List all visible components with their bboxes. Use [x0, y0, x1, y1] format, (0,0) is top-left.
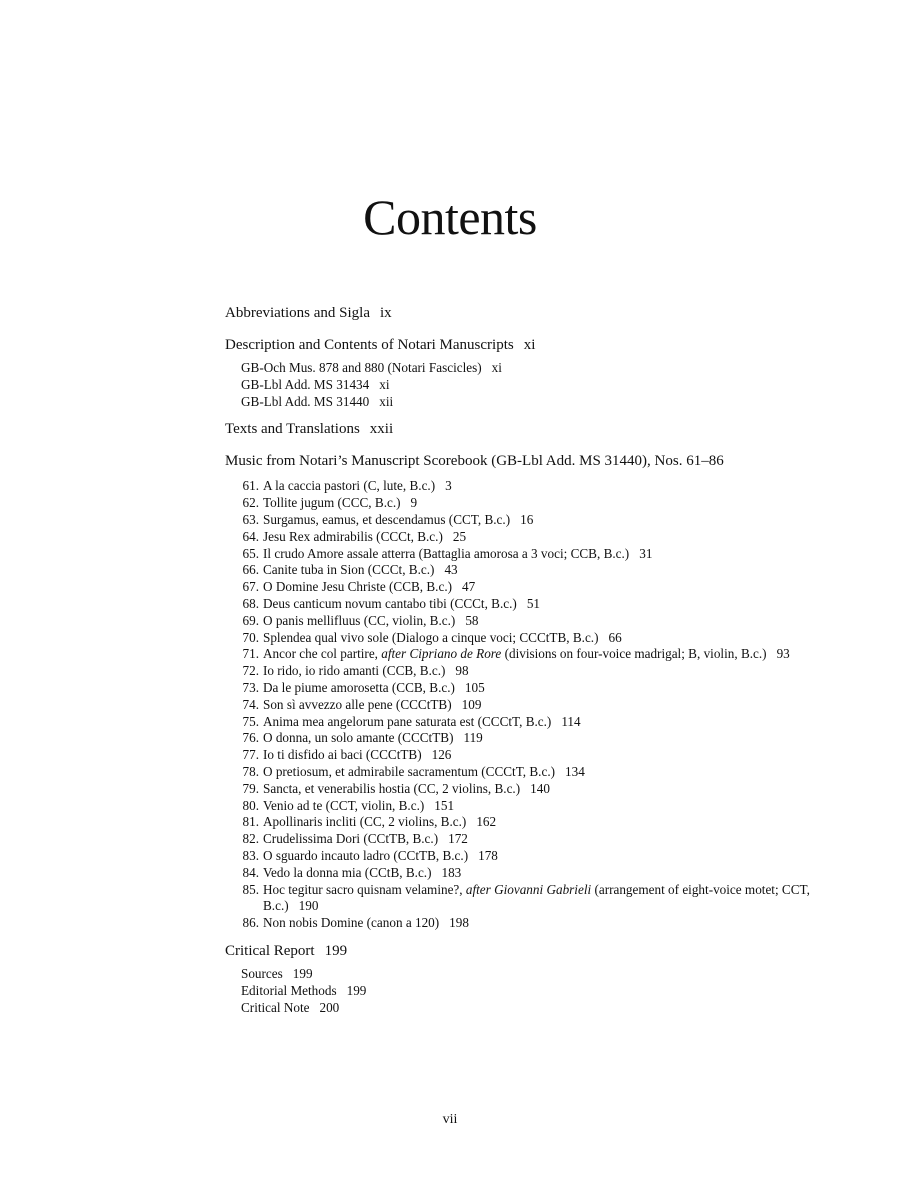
toc-entry-heading [225, 416, 825, 442]
music-item-title: Non nobis Domine (canon a 120) [263, 915, 440, 931]
music-item-page: 9 [410, 495, 418, 511]
toc-subentry-page: 200 [319, 999, 340, 1015]
music-item-title: Splendea qual vivo sole (Dialogo a cinque voci; CCCtTB, B.c.) [263, 629, 599, 645]
music-item[interactable] [225, 814, 825, 831]
music-item-number: 85. [242, 881, 259, 897]
music-item-page: 66 [608, 629, 622, 645]
music-item-title: O pretiosum, et admirabile sacramentum (CCCtT, B.c.) [263, 763, 556, 779]
toc-subentry-title: GB-Och Mus. 878 and 880 (Notari Fascicles) [241, 360, 482, 375]
toc-subentry[interactable] [241, 983, 825, 1000]
music-item-title: Io rido, io rido amanti (CCB, B.c.) [263, 663, 446, 679]
music-item-attribution: after Cipriano de Rore [381, 646, 502, 662]
page-number: vii [442, 1112, 458, 1127]
toc-entry-music [225, 448, 825, 932]
music-item[interactable] [225, 596, 825, 613]
music-item-page: 93 [776, 646, 790, 662]
music-item[interactable] [225, 848, 825, 865]
music-item-number: 76. [242, 730, 259, 746]
music-item-number: 81. [242, 814, 259, 830]
music-item-page: 140 [530, 780, 550, 796]
music-item-page: 31 [639, 545, 653, 561]
music-item[interactable] [225, 714, 825, 731]
toc-subentry[interactable] [241, 394, 825, 411]
music-item-title: Canite tuba in Sion (CCCt, B.c.) [263, 562, 435, 578]
music-item-title: O donna, un solo amante (CCCtTB) [263, 730, 454, 746]
toc-subentry-page: 199 [346, 982, 367, 998]
page-title: Contents [363, 189, 537, 245]
music-item[interactable] [225, 831, 825, 848]
toc-subentry-title: Sources [241, 965, 283, 981]
music-item[interactable] [225, 865, 825, 882]
music-item-title: Anima mea angelorum pane saturata est (CCCtT, B.c.) [263, 713, 552, 729]
critical-report-list [241, 966, 825, 1016]
toc-subentry[interactable] [241, 1000, 825, 1017]
music-item-page: 183 [441, 864, 462, 880]
music-item[interactable] [225, 915, 825, 932]
music-item-title: Hoc tegitur sacro quisnam velamine?, [263, 881, 466, 897]
music-item-title: O Domine Jesu Christe (CCB, B.c.) [263, 579, 453, 595]
music-item-page: 172 [448, 831, 468, 847]
music-item-title: Vedo la donna mia (CCtB, B.c.) [263, 864, 432, 880]
toc-subentry[interactable] [241, 360, 825, 377]
toc-subentry-page: xii [379, 393, 394, 409]
music-item-number: 69. [242, 612, 259, 628]
music-item-page: 98 [455, 663, 469, 679]
music-item-page: 151 [434, 797, 455, 813]
toc-subentry-title: Critical Note [241, 999, 310, 1015]
toc-entry-texts[interactable] [225, 416, 825, 442]
music-item-description: (divisions on four-voice madrigal; B, violin, B.c.) [501, 646, 767, 662]
music-item-page: 51 [526, 595, 541, 611]
music-item-title: Venio ad te (CCT, violin, B.c.) [263, 797, 425, 813]
music-item-number: 70. [242, 629, 259, 645]
music-item-number: 80. [242, 797, 259, 813]
music-item-title: Tollite jugum (CCC, B.c.) [263, 495, 401, 511]
music-item-attribution: after Giovanni Gabrieli [465, 881, 592, 897]
music-item-page: 109 [461, 696, 482, 712]
music-item[interactable] [225, 680, 825, 697]
music-item-title: Ancor che col partire, [263, 646, 382, 662]
toc-entry-heading [225, 938, 825, 964]
music-item[interactable] [225, 512, 825, 529]
toc-entry-title: Description and Contents of Notari Manuscripts [225, 337, 514, 353]
music-item[interactable] [225, 882, 825, 916]
toc-subentry[interactable] [241, 966, 825, 983]
music-item-number: 77. [242, 747, 259, 763]
music-list [225, 478, 825, 932]
music-item-page: 119 [463, 730, 483, 746]
toc-entry-title: Texts and Translations [225, 421, 360, 438]
music-item[interactable] [225, 764, 825, 781]
music-item-page: 134 [565, 763, 585, 779]
music-item-page: 58 [465, 612, 479, 628]
music-item[interactable] [225, 478, 825, 495]
music-item[interactable] [225, 613, 825, 630]
music-item-number: 67. [242, 579, 259, 595]
music-item-number: 72. [242, 663, 259, 679]
music-item-page: 198 [449, 915, 469, 931]
music-item-page: 43 [444, 562, 458, 578]
music-item-title: Sancta, et venerabilis hostia (CC, 2 violins, B.c.) [263, 780, 521, 796]
toc-entry-title: Abbreviations and Sigla [225, 305, 370, 321]
music-item-number: 68. [242, 595, 259, 611]
music-item-number: 63. [242, 511, 259, 527]
toc-subentry[interactable] [241, 377, 825, 394]
music-item-number: 61. [242, 478, 259, 494]
music-item-number: 64. [242, 528, 259, 544]
music-item-title: Apollinaris incliti (CC, 2 violins, B.c.) [263, 814, 467, 830]
music-item-title: Crudelissima Dori (CCtTB, B.c.) [263, 831, 439, 847]
toc-entry-page: ix [379, 305, 392, 321]
toc-entry-title: Critical Report [225, 942, 315, 959]
music-section-heading[interactable]: Music from Notari’s Manuscript Scorebook (GB-Lbl Add. MS 31440), Nos. 61–86 [225, 453, 724, 470]
music-item[interactable] [225, 646, 825, 663]
toc-subentry-title: GB-Lbl Add. MS 31434 [241, 376, 370, 392]
music-item-page: 114 [561, 713, 581, 729]
music-item-page: 190 [298, 898, 319, 914]
music-item-number: 75. [242, 713, 259, 729]
music-item-number: 78. [242, 763, 259, 779]
toc-entry-heading [225, 300, 825, 326]
music-item-number: 86. [242, 915, 259, 931]
music-item-number: 66. [242, 562, 259, 578]
music-item-title: Io ti disfido ai baci (CCCtTB) [263, 747, 422, 763]
music-item-page: 16 [520, 511, 534, 527]
music-item-number: 83. [242, 847, 259, 863]
toc-subentry-page: xi [379, 376, 390, 392]
music-item-page: 126 [431, 747, 452, 763]
music-item-page: 47 [462, 579, 476, 595]
music-item[interactable] [225, 697, 825, 714]
toc-entry-manuscripts[interactable] [225, 332, 825, 410]
table-of-contents [225, 300, 825, 1022]
music-item[interactable] [225, 630, 825, 647]
music-item[interactable] [225, 747, 825, 764]
music-item[interactable] [225, 798, 825, 815]
music-item-page: 25 [452, 528, 467, 544]
music-item[interactable] [225, 562, 825, 579]
music-item-page: 105 [464, 679, 485, 695]
music-item[interactable] [225, 495, 825, 512]
music-item[interactable] [225, 663, 825, 680]
toc-subentry-title: GB-Lbl Add. MS 31440 [241, 393, 370, 409]
music-item-page: 178 [478, 847, 498, 863]
music-item-title: Il crudo Amore assale atterra (Battaglia amorosa a 3 voci; CCB, B.c.) [263, 545, 630, 561]
music-item-title: Jesu Rex admirabilis (CCCt, B.c.) [263, 528, 443, 544]
toc-subentry-page: xi [491, 360, 502, 375]
music-item-number: 73. [242, 679, 259, 695]
toc-subentry-page: 199 [292, 965, 313, 981]
music-item-number: 74. [242, 696, 259, 712]
music-item[interactable] [225, 781, 825, 798]
music-item-description: (arrangement of eight-voice motet; CCT, B.c.) [263, 881, 810, 914]
music-item-number: 82. [242, 831, 259, 847]
music-item-title: Deus canticum novum cantabo tibi (CCCt, B.c.) [263, 595, 517, 611]
music-item-title: Son sì avvezzo alle pene (CCCtTB) [263, 696, 452, 712]
music-item-title: Da le piume amorosetta (CCB, B.c.) [263, 679, 455, 695]
music-item-number: 62. [242, 495, 259, 511]
toc-entry-page: xi [523, 337, 536, 353]
music-item-number: 79. [242, 780, 259, 796]
music-item-number: 65. [242, 545, 259, 561]
toc-entry-abbreviations[interactable] [225, 300, 825, 326]
music-item[interactable] [225, 529, 825, 546]
music-item-title: A la caccia pastori (C, lute, B.c.) [263, 478, 436, 494]
toc-subentry-title: Editorial Methods [241, 982, 337, 998]
music-item-page: 3 [445, 478, 452, 494]
music-item-number: 71. [242, 646, 259, 662]
music-item-title: O panis mellifluus (CC, violin, B.c.) [263, 612, 456, 628]
music-item[interactable] [225, 579, 825, 596]
music-item-title: O sguardo incauto ladro (CCtTB, B.c.) [263, 847, 469, 863]
music-item-page: 162 [476, 814, 497, 830]
toc-entry-heading [225, 332, 825, 358]
music-item-title: Surgamus, eamus, et descendamus (CCT, B.c.) [263, 511, 511, 527]
toc-entry-critical-report[interactable] [225, 938, 825, 1016]
manuscript-list [241, 360, 825, 410]
music-item-number: 84. [242, 864, 259, 880]
music-item[interactable] [225, 546, 825, 563]
music-item[interactable] [225, 730, 825, 747]
toc-entry-page: 199 [324, 942, 348, 959]
toc-entry-page: xxii [369, 421, 394, 438]
